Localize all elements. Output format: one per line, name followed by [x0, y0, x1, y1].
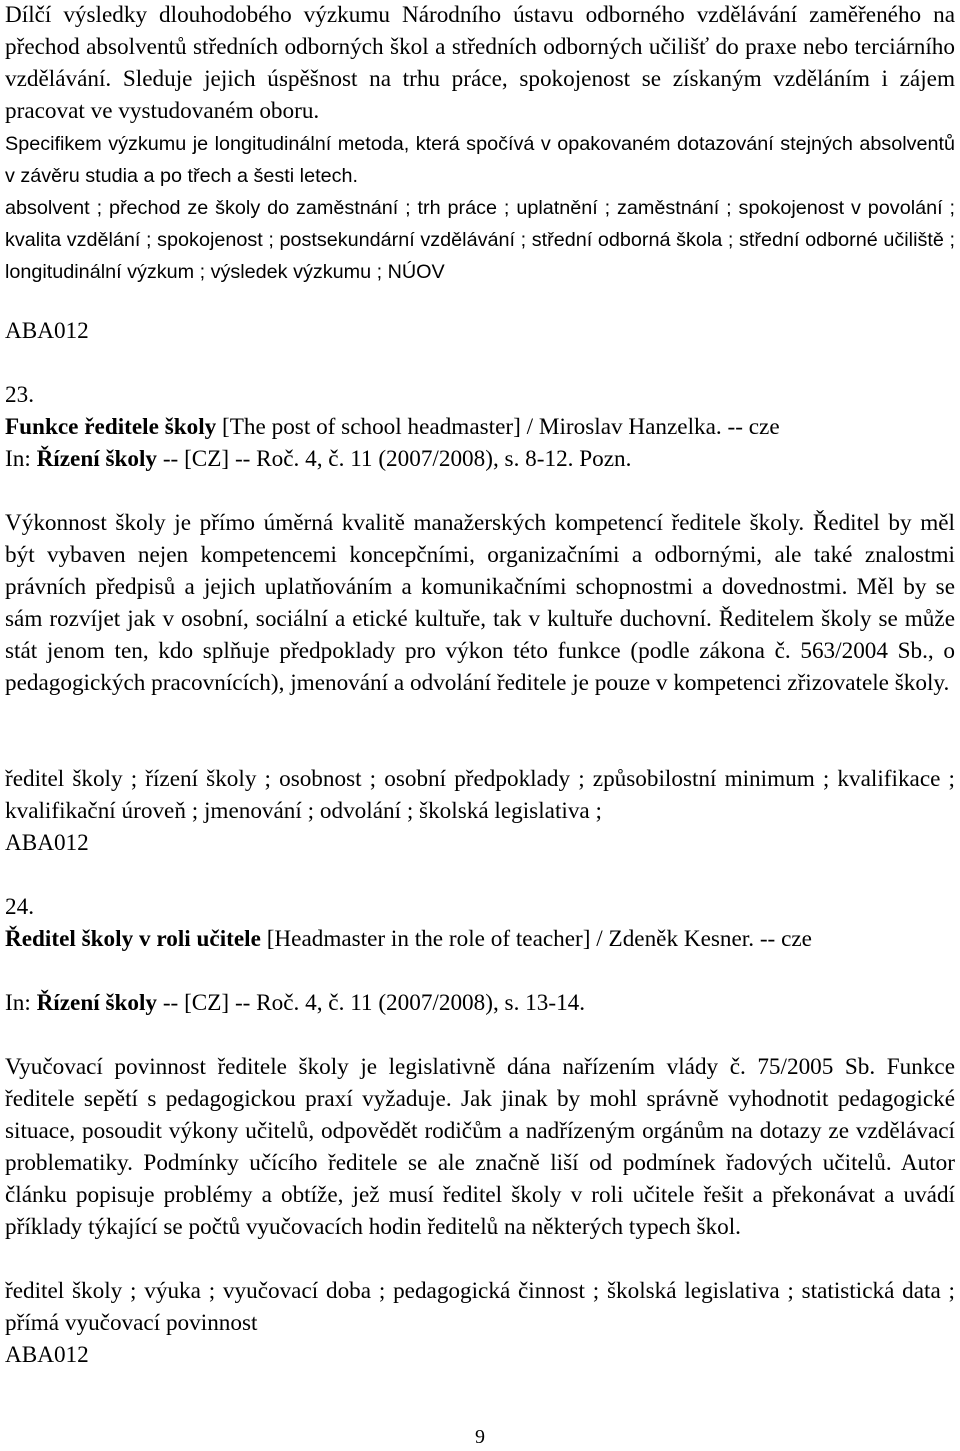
entry-source: In: Řízení školy -- [CZ] -- Roč. 4, č. 11 (2007/2008), s. 13-14.: [5, 990, 586, 1016]
entry-title: Ředitel školy v roli učitele: [5, 926, 261, 952]
prev-abstract: Dílčí výsledky dlouhodobého výzkumu Národního ústavu odborného vzdělávání zaměřeného na přechod absolventů středních odborných škol a středních odborných učilišť do praxe nebo terciárního vzdělávání. Sleduje jejich úspěšnost na trhu práce, spokojenost se získaným vzděláním i zájem pracovat ve vystudovaném oboru.: [5, 2, 955, 124]
prev-keywords: absolvent ; přechod ze školy do zaměstnání ; trh práce ; uplatnění ; zaměstnání ; spokojenost v povolání ; kvalita vzdělání ; spokojenost ; postsekundární vzdělávání ; střední odborná škola ; střední odborné učiliště ; longitudinální výzkum ; výsledek výzkumu ; NÚOV: [5, 197, 955, 283]
source-journal: Řízení školy: [36, 990, 158, 1016]
entry-title-line: [5, 923, 955, 955]
prev-abstract-method: Specifikem výzkumu je longitudinální metoda, která spočívá v opakovaném dotazování stejných absolventů v závěru studia a po třech a šesti letech.: [5, 133, 955, 187]
entry-title-line: [5, 411, 955, 443]
page-number: 9: [475, 1426, 485, 1448]
entry-source: In: Řízení školy -- [CZ] -- Roč. 4, č. 11 (2007/2008), s. 8-12. Pozn.: [5, 446, 632, 472]
entry-keywords: ředitel školy ; výuka ; vyučovací doba ; pedagogická činnost ; školská legislativa ; statistická data ; přímá vyučovací povinnost: [5, 1278, 955, 1336]
entry-number: 23.: [5, 382, 34, 408]
entry-number: 24.: [5, 894, 34, 920]
entry-title-rest: [The post of school headmaster] / Miroslav Hanzelka. -- cze: [216, 414, 780, 440]
source-journal: Řízení školy: [36, 446, 158, 472]
prev-code: ABA012: [5, 318, 89, 344]
entry-title-rest: [Headmaster in the role of teacher] / Zdeněk Kesner. -- cze: [260, 926, 812, 952]
entry-title: Funkce ředitele školy: [5, 414, 217, 440]
entry-keywords: ředitel školy ; řízení školy ; osobnost ; osobní předpoklady ; způsobilostní minimum ; kvalifikace ; kvalifikační úroveň ; jmenování ; odvolání ; školská legislativa ;: [5, 766, 955, 824]
entry-abstract: Výkonnost školy je přímo úměrná kvalitě manažerských kompetencí ředitele školy. Ředitel by měl být vybaven nejen kompetencemi koncepčními, organizačními a odbornými, ale také znalostmi právních předpisů a jejich uplatňováním a komunikačními schopnostmi a dovednostmi. Měl by se sám rozvíjet jak v osobní, sociální a etické kultuře, tak v kultuře duchovní. Ředitelem školy se může stát jenom ten, kdo splňuje předpoklady pro výkon této funkce (podle zákona č. 563/2004 Sb., o pedagogických pracovnících), jmenování a odvolání ředitele je pouze v kompetenci zřizovatele školy.: [5, 510, 955, 696]
entry-abstract: Vyučovací povinnost ředitele školy je legislativně dána nařízením vlády č. 75/2005 Sb. Funkce ředitele sepětí s pedagogickou praxí vyžaduje. Jak jinak by mohl správně vyhodnotit pedagogické situace, posoudit výkony učitelů, odpovědět rodičům a nadřízeným orgánům na dotazy ze vzdělávací problematiky. Podmínky učícího ředitele se ale značně liší od podmínek řadových učitelů. Autor článku popisuje problémy a obtíže, jež musí ředitel školy v roli učitele řešit a překonávat a uvádí příklady týkající se počtů vyučovacích hodin ředitelů na některých typech škol.: [5, 1054, 955, 1240]
entry-code: ABA012: [5, 830, 89, 856]
entry-code: ABA012: [5, 1342, 89, 1368]
